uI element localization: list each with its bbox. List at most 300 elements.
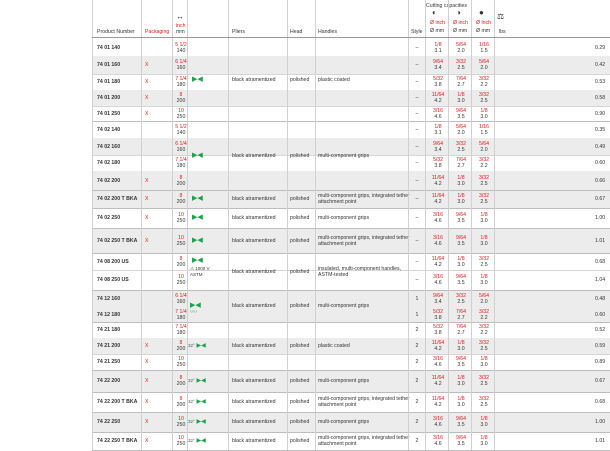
capacity-mm: 3.0 xyxy=(457,381,465,387)
length-inch: 6 1/4 xyxy=(175,141,187,147)
capacity-inch: 1/8 xyxy=(480,235,488,241)
capacity-mm: 2.5 xyxy=(480,402,488,408)
angle-degree-label: 32° xyxy=(188,378,195,383)
capacity-inch: 1/8 xyxy=(480,416,488,422)
length-mm: 180 xyxy=(176,82,186,88)
style-value: – xyxy=(415,259,419,265)
head-finish: polished xyxy=(290,303,310,309)
plier-head-wave-icon: ▶◀〰 xyxy=(190,302,201,316)
capacity-mm: 2.7 xyxy=(457,82,465,88)
capacity-mm: 4.2 xyxy=(434,381,442,387)
length-inch: 7 1/4 xyxy=(175,324,187,330)
product-number: 74 02 250 T BKA xyxy=(97,238,138,244)
packaging-mark: X xyxy=(145,399,149,405)
product-number: 74 02 250 xyxy=(97,215,121,221)
capacity-mm: 2.0 xyxy=(480,65,488,71)
column-length-mm: mm xyxy=(176,29,185,35)
column-divider xyxy=(448,0,449,450)
angle-degree-label: 32° xyxy=(188,343,195,348)
weight-lbs: 0.67 xyxy=(595,378,606,384)
capacity-inch: 1/8 xyxy=(480,108,488,114)
length-mm: 180 xyxy=(176,315,186,321)
weight-lbs: 0.53 xyxy=(595,79,606,85)
style-value: – xyxy=(415,111,419,117)
length-inch: 8 xyxy=(179,256,183,262)
packaging-mark: X xyxy=(145,111,149,117)
style-value: – xyxy=(415,127,419,133)
capacity-mm: 2.0 xyxy=(480,147,488,153)
capacity-mm: 3.5 xyxy=(457,218,465,224)
table-row xyxy=(92,354,610,370)
packaging-mark: X xyxy=(145,419,149,425)
weight-lbs: 1.04 xyxy=(595,277,606,283)
table-row xyxy=(92,90,610,106)
weight-lbs: 0.48 xyxy=(595,296,606,302)
weight-lbs: 0.29 xyxy=(595,45,606,51)
capacity-inch: 3/16 xyxy=(432,416,444,422)
length-mm: 160 xyxy=(176,147,186,153)
plier-head-icon: ▶◀ xyxy=(192,76,203,83)
style-value: 2 xyxy=(415,399,419,405)
product-number: 74 22 250 T BKA xyxy=(97,438,138,444)
cap2-inch-label: Ø inch xyxy=(453,20,468,26)
capacity-inch: 7/64 xyxy=(455,309,467,315)
length-mm: 250 xyxy=(176,441,186,447)
length-inch: 7 1/4 xyxy=(175,309,187,315)
column-product-number: Product Number xyxy=(97,29,135,35)
capacity-inch: 1/8 xyxy=(434,124,442,130)
product-number: 74 21 200 xyxy=(97,343,121,349)
length-mm: 250 xyxy=(176,114,186,120)
column-handles: Handles xyxy=(318,29,338,35)
plier-finish: black atramentized xyxy=(232,238,276,244)
weight-lbs: 0.90 xyxy=(595,111,606,117)
capacity-mm: 3.5 xyxy=(457,441,465,447)
handles-description: insulated, multi-component handles, ASTM-tested xyxy=(318,266,402,278)
capacity-mm: 4.6 xyxy=(434,422,442,428)
capacity-mm: 3.8 xyxy=(434,163,442,169)
plier-finish: black atramentized xyxy=(232,303,276,309)
packaging-mark: X xyxy=(145,438,149,444)
product-number: 74 12 180 xyxy=(97,312,121,318)
astm-label: ASTM xyxy=(190,272,203,277)
capacity-inch: 9/64 xyxy=(455,356,467,362)
product-number: 74 21 250 xyxy=(97,359,121,365)
packaging-mark: X xyxy=(145,95,149,101)
capacity-inch: 1/16 xyxy=(478,42,490,48)
plier-finish: black atramentized xyxy=(232,419,276,425)
weight-lbs: 0.89 xyxy=(595,359,606,365)
capacity-inch: 7/64 xyxy=(455,157,467,163)
style-value: – xyxy=(415,144,419,150)
capacity-inch: 3/32 xyxy=(478,157,490,163)
plier-head-icon: ▶◀ xyxy=(194,399,206,405)
handles-description: multi-component grips, integrated tether attachment point xyxy=(318,235,410,247)
capacity-inch: 9/64 xyxy=(432,293,444,299)
capacity-mm: 3.0 xyxy=(457,98,465,104)
packaging-mark: X xyxy=(145,343,149,349)
style-value: 2 xyxy=(415,327,419,333)
capacity-mm: 2.0 xyxy=(480,299,488,305)
angle-head-icon xyxy=(188,343,206,349)
group-divider xyxy=(92,370,610,371)
capacity-mm: 2.2 xyxy=(480,163,488,169)
weight-lbs: 0.35 xyxy=(595,127,606,133)
product-number: 74 08 200 US xyxy=(97,259,129,265)
capacity-mm: 3.5 xyxy=(457,280,465,286)
capacity-inch: 1/8 xyxy=(457,175,465,181)
capacity-inch: 3/32 xyxy=(478,76,490,82)
column-divider xyxy=(471,0,472,450)
column-divider xyxy=(172,0,173,450)
medium-wire-icon: ◑ xyxy=(456,8,461,17)
plier-finish: black atramentized xyxy=(232,343,276,349)
head-finish: polished xyxy=(290,196,310,202)
column-packaging: Packaging xyxy=(145,29,170,35)
length-mm: 140 xyxy=(176,130,186,136)
table-row xyxy=(92,56,610,74)
column-divider xyxy=(187,0,188,450)
table-row xyxy=(92,106,610,121)
length-mm: 250 xyxy=(176,280,186,286)
cutting-capacities-title: Cutting capacities xyxy=(426,3,467,9)
packaging-mark: X xyxy=(145,178,149,184)
cap2-mm-label: Ø mm xyxy=(453,28,468,34)
length-inch: 10 xyxy=(178,274,184,280)
capacity-inch: 3/32 xyxy=(478,193,490,199)
length-inch: 8 xyxy=(179,396,183,402)
product-number: 74 01 160 xyxy=(97,62,121,68)
column-divider xyxy=(287,0,288,450)
capacity-inch: 1/8 xyxy=(457,92,465,98)
capacity-inch: 1/8 xyxy=(457,396,465,402)
capacity-inch: 5/64 xyxy=(455,42,467,48)
product-number: 74 08 250 US xyxy=(97,277,129,283)
capacity-inch: 3/32 xyxy=(455,141,467,147)
length-mm: 250 xyxy=(176,218,186,224)
soft-wire-icon: ◐ xyxy=(432,8,437,17)
capacity-inch: 11/64 xyxy=(431,375,445,381)
capacity-mm: 4.2 xyxy=(434,346,442,352)
group-divider xyxy=(92,290,610,291)
column-divider xyxy=(141,0,142,450)
style-value: – xyxy=(415,196,419,202)
capacity-inch: 3/16 xyxy=(432,235,444,241)
capacity-mm: 2.2 xyxy=(480,82,488,88)
length-inch: 5 1/2 xyxy=(175,124,187,130)
capacity-inch: 7/64 xyxy=(455,76,467,82)
length-mm: 200 xyxy=(176,262,186,268)
style-value: – xyxy=(415,45,419,51)
length-mm: 250 xyxy=(176,362,186,368)
angle-head-icon xyxy=(188,419,206,425)
hard-wire-icon: ● xyxy=(479,8,484,17)
capacity-inch: 5/32 xyxy=(432,309,444,315)
capacity-inch: 1/16 xyxy=(478,124,490,130)
product-number: 74 02 200 xyxy=(97,178,121,184)
style-value: 1 xyxy=(415,296,419,302)
head-finish: polished xyxy=(290,153,310,159)
capacity-mm: 3.1 xyxy=(434,130,442,136)
angle-degree-label: 32° xyxy=(188,399,195,404)
capacity-inch: 3/32 xyxy=(478,324,490,330)
capacity-mm: 3.0 xyxy=(480,241,488,247)
length-mm: 250 xyxy=(176,241,186,247)
capacity-mm: 3.1 xyxy=(434,48,442,54)
group-divider xyxy=(92,228,610,229)
handles-description: multi-component grips xyxy=(318,303,370,309)
handles-description: multi-component grips xyxy=(318,378,370,384)
plier-finish: black atramentized xyxy=(232,77,276,83)
capacity-mm: 4.6 xyxy=(434,218,442,224)
length-mm: 250 xyxy=(176,422,186,428)
product-number: 74 01 200 xyxy=(97,95,121,101)
capacity-mm: 2.5 xyxy=(457,65,465,71)
style-value: – xyxy=(415,238,419,244)
table-row xyxy=(92,307,610,322)
capacity-inch: 5/64 xyxy=(478,59,490,65)
capacity-mm: 3.0 xyxy=(480,218,488,224)
capacity-mm: 1.5 xyxy=(480,130,488,136)
capacity-inch: 3/32 xyxy=(478,340,490,346)
cap1-mm-label: Ø mm xyxy=(430,28,445,34)
plier-finish: black atramentized xyxy=(232,399,276,405)
style-value: 1 xyxy=(415,312,419,318)
style-value: – xyxy=(415,215,419,221)
style-value: 2 xyxy=(415,378,419,384)
plier-head-icon: ▶◀ xyxy=(194,419,206,425)
cap3-mm-label: Ø mm xyxy=(476,28,491,34)
head-finish: polished xyxy=(290,269,310,275)
capacity-inch: 3/32 xyxy=(478,396,490,402)
head-finish: polished xyxy=(290,238,310,244)
weight-lbs: 0.52 xyxy=(595,327,606,333)
plier-head-icon: ▶◀ xyxy=(192,237,203,244)
product-number: 74 01 140 xyxy=(97,45,121,51)
weight-lbs: 0.68 xyxy=(595,399,606,405)
plier-head-icon: ▶◀ xyxy=(194,378,206,384)
capacity-mm: 2.5 xyxy=(480,346,488,352)
length-inch: 6 1/4 xyxy=(175,293,187,299)
cap1-inch-label: Ø inch xyxy=(430,20,445,26)
length-inch: 7 1/4 xyxy=(175,76,187,82)
column-divider xyxy=(408,0,409,450)
weight-lbs: 0.68 xyxy=(595,259,606,265)
column-style: Style xyxy=(411,29,423,35)
capacity-inch: 3/32 xyxy=(478,256,490,262)
length-mm: 180 xyxy=(176,163,186,169)
capacity-mm: 3.8 xyxy=(434,82,442,88)
style-value: – xyxy=(415,79,419,85)
length-mm: 200 xyxy=(176,402,186,408)
capacity-inch: 5/64 xyxy=(455,124,467,130)
capacity-inch: 11/64 xyxy=(431,175,445,181)
group-divider xyxy=(92,190,610,191)
handles-description: multi-component grips, integrated tether attachment point xyxy=(318,435,410,447)
capacity-inch: 3/16 xyxy=(432,212,444,218)
capacity-mm: 2.5 xyxy=(480,381,488,387)
cap3-inch-label: Ø inch xyxy=(476,20,491,26)
capacity-mm: 3.8 xyxy=(434,315,442,321)
column-pliers: Pliers xyxy=(232,29,245,35)
length-mm: 180 xyxy=(176,330,186,336)
capacity-inch: 11/64 xyxy=(431,340,445,346)
capacity-mm: 3.0 xyxy=(480,441,488,447)
capacity-mm: 2.2 xyxy=(480,315,488,321)
product-number: 74 02 200 T BKA xyxy=(97,196,138,202)
length-arrow-icon: ↔ xyxy=(176,12,184,21)
table-row xyxy=(92,322,610,338)
handles-description: multi-component grips xyxy=(318,153,370,159)
capacity-inch: 11/64 xyxy=(431,193,445,199)
capacity-mm: 2.2 xyxy=(480,330,488,336)
length-inch: 7 1/4 xyxy=(175,157,187,163)
plier-head-icon: ▶◀ xyxy=(194,438,206,444)
capacity-mm: 4.6 xyxy=(434,280,442,286)
capacity-mm: 3.0 xyxy=(457,181,465,187)
head-finish: polished xyxy=(290,77,310,83)
warning-icon: ⚠ xyxy=(190,266,196,271)
capacity-mm: 4.2 xyxy=(434,262,442,268)
angle-head-icon xyxy=(188,399,206,405)
capacity-mm: 2.5 xyxy=(457,147,465,153)
length-inch: 10 xyxy=(178,108,184,114)
capacity-inch: 7/64 xyxy=(455,324,467,330)
style-value: – xyxy=(415,160,419,166)
product-number: 74 22 250 xyxy=(97,419,121,425)
head-finish: polished xyxy=(290,419,310,425)
length-mm: 200 xyxy=(176,98,186,104)
weight-lbs: 0.60 xyxy=(595,160,606,166)
capacity-mm: 2.7 xyxy=(457,315,465,321)
capacity-inch: 3/32 xyxy=(478,375,490,381)
plier-finish: black atramentized xyxy=(232,215,276,221)
capacity-inch: 3/32 xyxy=(455,293,467,299)
column-weight-lbs: lbs xyxy=(499,29,506,35)
length-inch: 10 xyxy=(178,356,184,362)
handles-description: multi-component grips xyxy=(318,215,370,221)
plier-finish: black atramentized xyxy=(232,438,276,444)
capacity-mm: 2.5 xyxy=(480,98,488,104)
handles-description: multi-component grips, integrated tether attachment point xyxy=(318,396,410,408)
capacity-inch: 5/64 xyxy=(478,293,490,299)
capacity-mm: 2.5 xyxy=(457,299,465,305)
angle-head-icon xyxy=(188,438,206,444)
length-mm: 160 xyxy=(176,299,186,305)
capacity-inch: 9/64 xyxy=(455,235,467,241)
weight-lbs: 0.49 xyxy=(595,144,606,150)
style-value: 2 xyxy=(415,438,419,444)
capacity-mm: 3.0 xyxy=(457,262,465,268)
weight-lbs: 1.01 xyxy=(595,438,606,444)
product-number: 74 02 140 xyxy=(97,127,121,133)
capacity-mm: 3.5 xyxy=(457,114,465,120)
length-inch: 8 xyxy=(179,92,183,98)
capacity-mm: 4.6 xyxy=(434,362,442,368)
capacity-inch: 3/32 xyxy=(455,59,467,65)
length-inch: 5 1/2 xyxy=(175,42,187,48)
capacity-mm: 4.2 xyxy=(434,98,442,104)
length-inch: 6 1/4 xyxy=(175,59,187,65)
angle-head-icon xyxy=(188,378,206,384)
product-number: 74 21 180 xyxy=(97,327,121,333)
group-divider xyxy=(92,208,610,209)
style-value: – xyxy=(415,95,419,101)
capacity-mm: 1.5 xyxy=(480,48,488,54)
length-inch: 8 xyxy=(179,193,183,199)
packaging-mark: X xyxy=(145,238,149,244)
length-inch: 10 xyxy=(178,416,184,422)
capacity-mm: 4.6 xyxy=(434,441,442,447)
length-inch: 10 xyxy=(178,435,184,441)
handles-description: plastic coated xyxy=(318,77,350,83)
capacity-mm: 3.4 xyxy=(434,65,442,71)
group-divider xyxy=(92,392,610,393)
capacity-mm: 2.5 xyxy=(480,199,488,205)
length-inch: 8 xyxy=(179,340,183,346)
style-value: 2 xyxy=(415,343,419,349)
capacity-mm: 3.5 xyxy=(457,241,465,247)
weight-lbs: 1.00 xyxy=(595,419,606,425)
packaging-mark: X xyxy=(145,196,149,202)
header-divider xyxy=(92,37,610,38)
capacity-mm: 2.0 xyxy=(457,48,465,54)
weight-lbs: 1.00 xyxy=(595,215,606,221)
capacity-inch: 1/8 xyxy=(457,340,465,346)
capacity-inch: 1/8 xyxy=(434,42,442,48)
table-row xyxy=(92,171,610,190)
capacity-mm: 2.0 xyxy=(457,130,465,136)
length-mm: 200 xyxy=(176,381,186,387)
capacity-inch: 3/32 xyxy=(478,309,490,315)
column-divider xyxy=(425,0,426,450)
head-finish: polished xyxy=(290,399,310,405)
plier-head-icon: ▶◀ xyxy=(194,343,206,349)
style-value: – xyxy=(415,178,419,184)
capacity-inch: 9/64 xyxy=(455,108,467,114)
head-finish: polished xyxy=(290,378,310,384)
capacity-inch: 9/64 xyxy=(455,416,467,422)
voltage-label: 1000 V xyxy=(195,266,210,271)
capacity-mm: 3.4 xyxy=(434,147,442,153)
column-divider xyxy=(315,0,316,450)
capacity-mm: 3.0 xyxy=(457,402,465,408)
capacity-inch: 1/8 xyxy=(457,193,465,199)
length-mm: 160 xyxy=(176,65,186,71)
capacity-inch: 11/64 xyxy=(431,256,445,262)
angle-degree-label: 32° xyxy=(188,438,195,443)
weight-lbs: 1.01 xyxy=(595,238,606,244)
angle-degree-label: 32° xyxy=(188,419,195,424)
table-row xyxy=(92,121,610,138)
capacity-mm: 3.5 xyxy=(457,422,465,428)
capacity-inch: 3/16 xyxy=(432,274,444,280)
capacity-inch: 3/16 xyxy=(432,435,444,441)
capacity-mm: 3.4 xyxy=(434,299,442,305)
plier-head-icon: ▶◀ xyxy=(192,195,203,202)
length-mm: 140 xyxy=(176,48,186,54)
weight-lbs: 0.66 xyxy=(595,178,606,184)
column-divider xyxy=(92,0,93,450)
capacity-inch: 5/32 xyxy=(432,76,444,82)
capacity-inch: 9/64 xyxy=(455,274,467,280)
handles-description: plastic coated xyxy=(318,343,350,349)
product-number: 74 12 160 xyxy=(97,296,121,302)
capacity-mm: 3.0 xyxy=(480,114,488,120)
capacity-mm: 2.5 xyxy=(480,262,488,268)
capacity-mm: 2.5 xyxy=(480,181,488,187)
capacity-mm: 3.0 xyxy=(480,362,488,368)
